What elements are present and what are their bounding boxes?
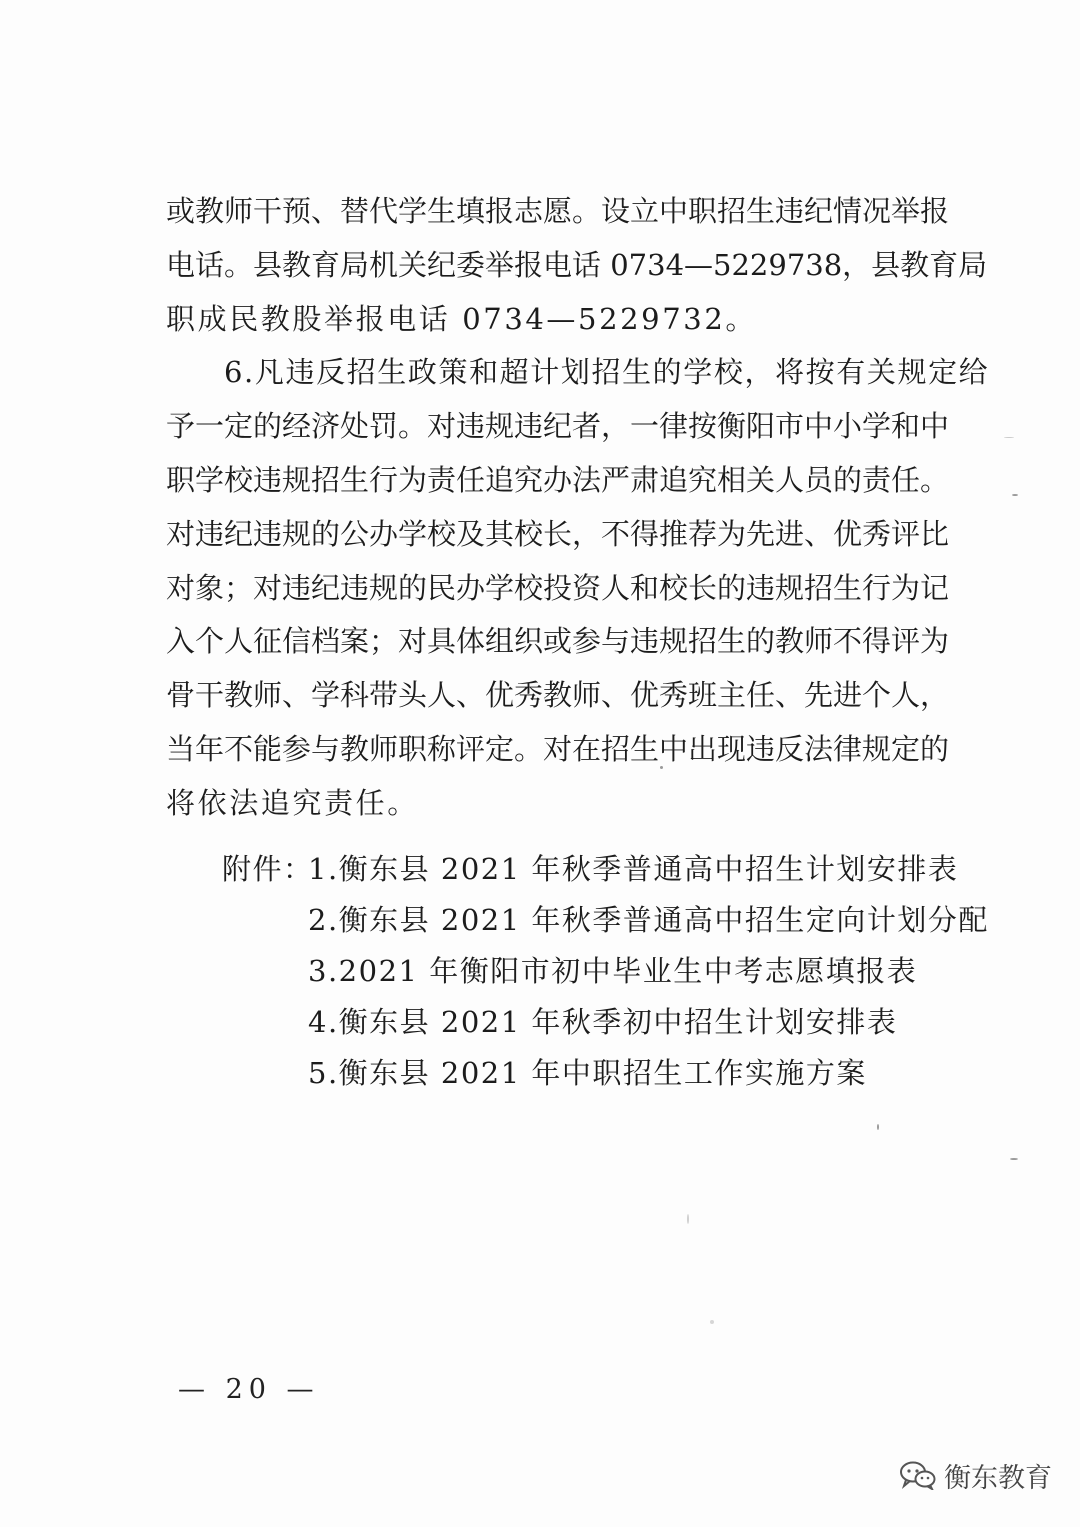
body-text [166, 185, 990, 831]
attachment-title: 3.2021 年衡阳市初中毕业生中考志愿填报表 [308, 954, 918, 988]
body-line: 职成民教股举报电话 0734—5229732。 [166, 301, 757, 336]
body-line: 对象；对违纪违规的民办学校投资人和校长的违规招生行为记 [166, 570, 950, 605]
attachment-title: 4.衡东县 2021 年秋季初中招生计划安排表 [308, 1005, 898, 1039]
scan-speck [1004, 437, 1014, 438]
body-line: 职学校违规招生行为责任追究办法严肃追究相关人员的责任。 [166, 462, 950, 497]
attachment-item [222, 844, 959, 895]
attachment-item [222, 997, 942, 1048]
attachment-title: 1.衡东县 2021 年秋季普通高中招生计划安排表 [308, 852, 959, 886]
attachment-item [222, 1048, 942, 1099]
watermark-text: 衡东教育 [944, 1462, 1052, 1494]
body-line: 或教师干预、替代学生填报志愿。设立中职招生违纪情况举报 [166, 194, 950, 228]
body-line: 予一定的经济处罚。对违规违纪者，一律按衡阳市中小学和中 [166, 409, 950, 444]
body-line: 入个人征信档案；对具体组织或参与违规招生的教师不得评为 [166, 624, 950, 659]
body-line: 当年不能参与教师职称评定。对在招生中出现违反法律规定的 [166, 731, 950, 766]
body-line: 将依法追究责任。 [166, 785, 419, 820]
attachment-title: 2.衡东县 2021 年秋季普通高中招生定向计划分配 [308, 903, 989, 937]
body-line: 对违纪违规的公办学校及其校长，不得推荐为先进、优秀评比 [166, 516, 950, 551]
scan-speck [877, 1124, 879, 1130]
scan-speck [660, 766, 663, 769]
attachments-label: 附件： [222, 852, 314, 886]
body-line: 电话。县教育局机关纪委举报电话 0734—5229738，县教育局 [166, 247, 988, 282]
body-line: 骨干教师、学科带头人、优秀教师、优秀班主任、先进个人， [166, 678, 950, 713]
scan-speck [687, 1214, 689, 1224]
scan-speck [1010, 1158, 1018, 1160]
attachment-title: 5.衡东县 2021 年中职招生工作实施方案 [308, 1056, 867, 1090]
attachment-item [222, 895, 989, 946]
scan-speck [1012, 494, 1018, 496]
wechat-watermark [898, 1455, 1052, 1495]
attachments-list [222, 844, 989, 1099]
attachment-item [222, 946, 942, 997]
page-number: — 20 — [178, 1374, 320, 1405]
body-line: 6.凡违反招生政策和超计划招生的学校，将按有关规定给 [224, 355, 990, 390]
scan-speck [710, 1320, 714, 1324]
wechat-icon [898, 1460, 938, 1490]
